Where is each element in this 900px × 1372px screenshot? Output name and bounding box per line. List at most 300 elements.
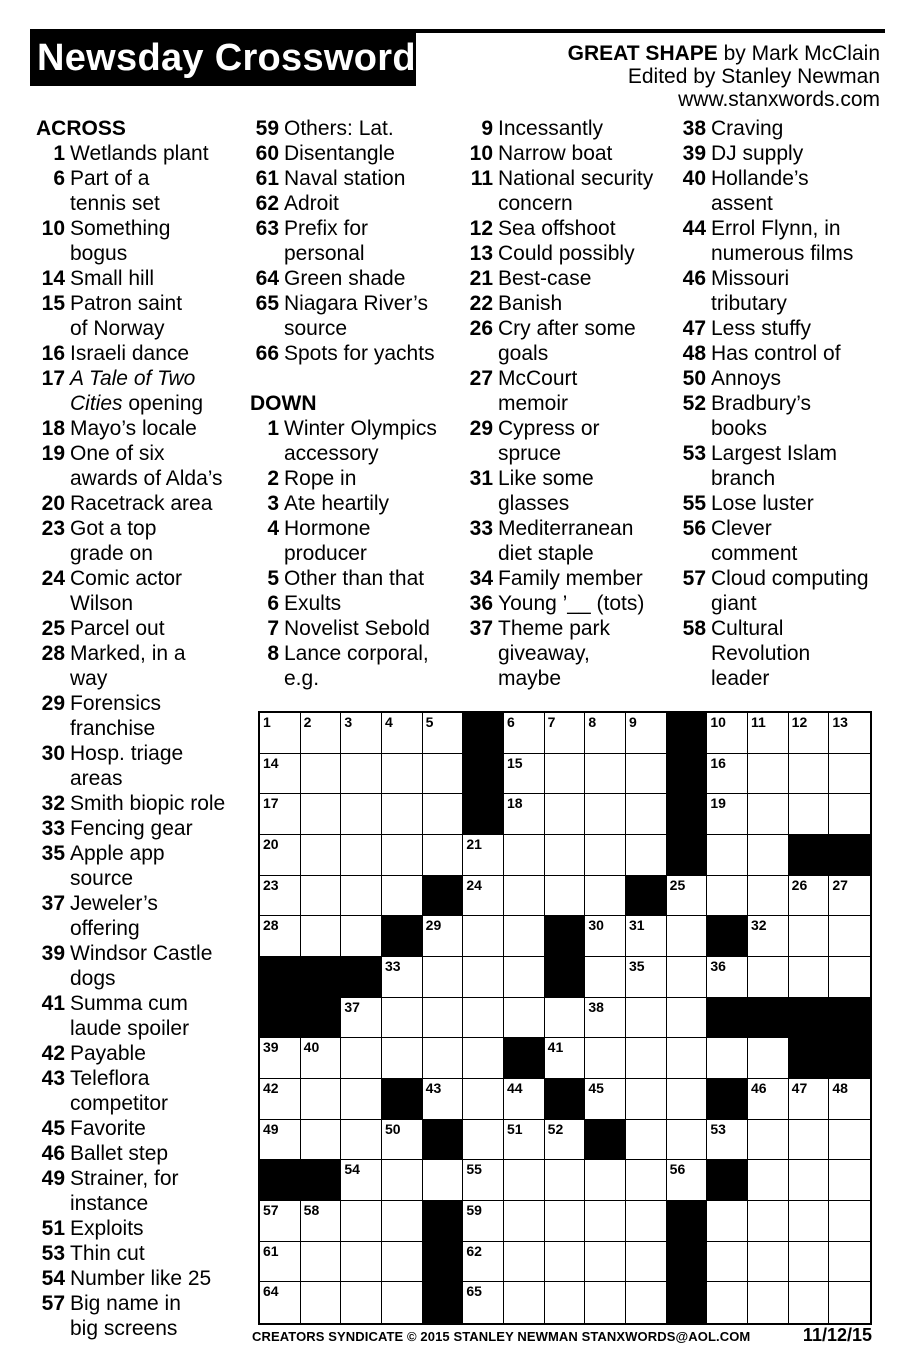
- cell-number: 42: [263, 1080, 279, 1096]
- grid-block: [707, 1160, 748, 1201]
- grid-cell[interactable]: [585, 1038, 626, 1079]
- clue-text: concern: [498, 192, 573, 215]
- grid-cell[interactable]: [341, 1242, 382, 1283]
- grid-cell[interactable]: [789, 1160, 830, 1201]
- grid-cell[interactable]: [301, 916, 342, 957]
- clue-item: [464, 366, 674, 416]
- clue-number: 34: [469, 567, 493, 590]
- grid-cell[interactable]: [829, 876, 870, 917]
- clue-number: 27: [469, 367, 493, 390]
- grid-cell[interactable]: [301, 1038, 342, 1079]
- grid-cell[interactable]: [545, 998, 586, 1039]
- grid-cell[interactable]: [748, 1120, 789, 1161]
- grid-cell[interactable]: [829, 1282, 870, 1323]
- grid-cell[interactable]: [382, 1160, 423, 1201]
- grid-cell[interactable]: [504, 794, 545, 835]
- grid-cell[interactable]: [504, 1282, 545, 1323]
- clue-item: [36, 1141, 246, 1166]
- clue-number: 2: [267, 467, 279, 490]
- grid-cell[interactable]: [382, 998, 423, 1039]
- grid-cell[interactable]: [341, 1160, 382, 1201]
- clue-text: e.g.: [284, 667, 320, 690]
- clue-item: [36, 991, 246, 1041]
- clue-item: [36, 741, 246, 791]
- clue-column-4: [677, 116, 887, 691]
- grid-cell[interactable]: [789, 1120, 830, 1161]
- grid-cell[interactable]: [789, 1242, 830, 1283]
- grid-cell[interactable]: [423, 713, 464, 754]
- clue-text: Annoys: [711, 367, 782, 390]
- grid-cell[interactable]: [382, 1120, 423, 1161]
- grid-cell[interactable]: [748, 1038, 789, 1079]
- clue-number: 15: [41, 292, 65, 315]
- grid-cell[interactable]: [585, 916, 626, 957]
- clue-text: Wetlands plant: [70, 142, 209, 165]
- clue-number: 55: [682, 492, 706, 515]
- grid-cell[interactable]: [626, 1160, 667, 1201]
- grid-cell[interactable]: [707, 957, 748, 998]
- grid-cell[interactable]: [423, 1038, 464, 1079]
- clue-text: Part of a: [70, 167, 150, 190]
- clue-number: 54: [41, 1267, 65, 1290]
- grid-cell[interactable]: [667, 1120, 708, 1161]
- grid-cell[interactable]: [260, 1201, 301, 1242]
- grid-cell[interactable]: [707, 876, 748, 917]
- crossword-grid: [258, 711, 872, 1325]
- cell-number: 37: [344, 998, 360, 1015]
- cell-number: 58: [303, 1202, 320, 1218]
- grid-cell[interactable]: [626, 1282, 667, 1323]
- clue-number: 5: [267, 567, 279, 590]
- clue-number: 8: [267, 642, 279, 665]
- grid-cell[interactable]: [504, 1201, 545, 1242]
- grid-cell[interactable]: [341, 916, 382, 957]
- grid-cell[interactable]: [789, 794, 830, 835]
- grid-cell[interactable]: [789, 876, 830, 917]
- grid-cell[interactable]: [463, 876, 504, 917]
- grid-cell[interactable]: [260, 754, 301, 795]
- grid-cell[interactable]: [382, 957, 423, 998]
- clue-number: 43: [41, 1067, 65, 1090]
- grid-cell[interactable]: [504, 1120, 545, 1161]
- clue-text: Other than that: [284, 567, 425, 590]
- grid-cell[interactable]: [504, 998, 545, 1039]
- clue-item: [677, 141, 887, 166]
- grid-cell[interactable]: [463, 835, 504, 876]
- grid-cell[interactable]: [504, 1079, 545, 1120]
- clue-item: [36, 816, 246, 841]
- clue-text: A Tale of Two: [70, 367, 196, 390]
- grid-cell[interactable]: [504, 713, 545, 754]
- cell-number: 53: [710, 1120, 726, 1137]
- clue-item: [677, 116, 887, 141]
- grid-cell[interactable]: [707, 713, 748, 754]
- grid-cell[interactable]: [626, 835, 667, 876]
- grid-cell[interactable]: [260, 1282, 301, 1323]
- clue-text: numerous films: [711, 242, 854, 265]
- clue-text: comment: [711, 542, 798, 565]
- cell-number: 18: [507, 795, 523, 812]
- clue-item: [677, 341, 887, 366]
- grid-cell[interactable]: [341, 1120, 382, 1161]
- grid-cell[interactable]: [585, 1079, 626, 1120]
- clue-item: [36, 141, 246, 166]
- grid-cell[interactable]: [748, 835, 789, 876]
- grid-cell[interactable]: [301, 754, 342, 795]
- grid-block: [301, 957, 342, 998]
- grid-cell[interactable]: [423, 998, 464, 1039]
- clue-item: [250, 641, 455, 691]
- grid-block: [789, 1038, 830, 1079]
- clue-text: Patron saint: [70, 292, 183, 315]
- grid-cell[interactable]: [260, 835, 301, 876]
- grid-cell[interactable]: [260, 916, 301, 957]
- grid-cell[interactable]: [301, 1282, 342, 1323]
- grid-cell[interactable]: [585, 1160, 626, 1201]
- grid-cell[interactable]: [748, 1160, 789, 1201]
- grid-cell[interactable]: [463, 1120, 504, 1161]
- grid-cell[interactable]: [626, 1120, 667, 1161]
- grid-cell[interactable]: [585, 713, 626, 754]
- grid-cell[interactable]: [707, 1120, 748, 1161]
- grid-cell[interactable]: [585, 1242, 626, 1283]
- grid-cell[interactable]: [341, 835, 382, 876]
- clue-text: Cultural: [711, 617, 784, 640]
- grid-cell[interactable]: [585, 957, 626, 998]
- clue-text: Best-case: [498, 267, 592, 290]
- grid-cell[interactable]: [829, 1120, 870, 1161]
- grid-cell[interactable]: [260, 713, 301, 754]
- grid-cell[interactable]: [423, 835, 464, 876]
- grid-cell[interactable]: [260, 876, 301, 917]
- grid-cell[interactable]: [748, 1282, 789, 1323]
- website-link[interactable]: www.stanxwords.com: [678, 88, 880, 111]
- clue-text: Young ’__ (tots): [498, 592, 645, 615]
- grid-cell[interactable]: [626, 794, 667, 835]
- clue-text: bogus: [70, 242, 128, 265]
- grid-cell[interactable]: [707, 835, 748, 876]
- grid-cell[interactable]: [301, 1242, 342, 1283]
- grid-cell[interactable]: [626, 754, 667, 795]
- clue-number: 53: [682, 442, 706, 465]
- clue-text: Summa cum: [70, 992, 188, 1015]
- grid-cell[interactable]: [829, 1079, 870, 1120]
- grid-cell[interactable]: [545, 754, 586, 795]
- grid-cell[interactable]: [707, 1201, 748, 1242]
- grid-cell[interactable]: [748, 957, 789, 998]
- clue-item: [677, 266, 887, 316]
- grid-cell[interactable]: [545, 1038, 586, 1079]
- grid-block: [545, 957, 586, 998]
- grid-cell[interactable]: [341, 876, 382, 917]
- clue-item: [36, 1166, 246, 1216]
- grid-cell[interactable]: [423, 916, 464, 957]
- grid-cell[interactable]: [829, 754, 870, 795]
- grid-cell[interactable]: [463, 1038, 504, 1079]
- grid-cell[interactable]: [789, 1201, 830, 1242]
- clue-text: Revolution: [711, 642, 811, 665]
- grid-cell[interactable]: [382, 713, 423, 754]
- grid-cell[interactable]: [585, 1282, 626, 1323]
- grid-cell[interactable]: [707, 1038, 748, 1079]
- clue-number: 21: [469, 267, 493, 290]
- cell-number: 24: [466, 876, 482, 893]
- clue-text: Thin cut: [70, 1242, 145, 1265]
- grid-cell[interactable]: [463, 998, 504, 1039]
- grid-block: [707, 1079, 748, 1120]
- clue-text: maybe: [498, 667, 562, 690]
- grid-cell[interactable]: [626, 713, 667, 754]
- grid-cell[interactable]: [707, 794, 748, 835]
- grid-block: [463, 713, 504, 754]
- clue-item: [250, 216, 455, 266]
- grid-cell[interactable]: [260, 1120, 301, 1161]
- clue-text: spruce: [498, 442, 562, 465]
- grid-cell[interactable]: [382, 876, 423, 917]
- grid-cell[interactable]: [463, 1079, 504, 1120]
- cell-number: 57: [263, 1202, 279, 1218]
- grid-cell[interactable]: [463, 957, 504, 998]
- grid-cell[interactable]: [382, 754, 423, 795]
- grid-cell[interactable]: [463, 1242, 504, 1283]
- puzzle-title: GREAT SHAPE: [567, 42, 718, 65]
- clue-text: Ate heartily: [284, 492, 390, 515]
- grid-cell[interactable]: [748, 1079, 789, 1120]
- grid-cell[interactable]: [260, 1079, 301, 1120]
- clue-item: [36, 791, 246, 816]
- grid-cell[interactable]: [463, 1201, 504, 1242]
- grid-block: [301, 998, 342, 1039]
- grid-cell[interactable]: [341, 754, 382, 795]
- grid-cell[interactable]: [545, 1282, 586, 1323]
- grid-cell[interactable]: [504, 876, 545, 917]
- grid-cell[interactable]: [504, 916, 545, 957]
- grid-cell[interactable]: [626, 1242, 667, 1283]
- grid-cell[interactable]: [382, 794, 423, 835]
- clue-text: Hormone: [284, 517, 371, 540]
- clue-text: Mayo’s locale: [70, 417, 197, 440]
- grid-cell[interactable]: [463, 916, 504, 957]
- grid-cell[interactable]: [301, 1201, 342, 1242]
- clue-text: Niagara River’s: [284, 292, 428, 315]
- grid-cell[interactable]: [789, 1079, 830, 1120]
- grid-cell[interactable]: [504, 835, 545, 876]
- grid-cell[interactable]: [707, 1242, 748, 1283]
- grid-cell[interactable]: [789, 1282, 830, 1323]
- cell-number: 43: [425, 1080, 442, 1096]
- grid-cell[interactable]: [545, 1160, 586, 1201]
- clue-text: Teleflora: [70, 1067, 150, 1090]
- grid-cell[interactable]: [789, 957, 830, 998]
- grid-cell[interactable]: [829, 1160, 870, 1201]
- grid-cell[interactable]: [626, 916, 667, 957]
- cell-number: 25: [669, 876, 686, 893]
- clue-text: Largest Islam: [711, 442, 838, 465]
- clue-text: DJ supply: [711, 142, 804, 165]
- clue-item: [677, 516, 887, 566]
- clue-text: big screens: [70, 1317, 178, 1340]
- grid-cell[interactable]: [545, 713, 586, 754]
- clue-number: 29: [41, 692, 65, 715]
- grid-cell[interactable]: [667, 957, 708, 998]
- clue-number: 59: [255, 117, 279, 140]
- grid-block: [707, 998, 748, 1039]
- grid-cell[interactable]: [829, 1201, 870, 1242]
- grid-cell[interactable]: [748, 794, 789, 835]
- grid-cell[interactable]: [829, 1242, 870, 1283]
- grid-cell[interactable]: [748, 713, 789, 754]
- grid-cell[interactable]: [382, 1038, 423, 1079]
- clue-item: [36, 1216, 246, 1241]
- grid-cell[interactable]: [667, 1079, 708, 1120]
- grid-cell[interactable]: [748, 876, 789, 917]
- clue-number: 51: [41, 1217, 65, 1240]
- grid-cell[interactable]: [545, 1120, 586, 1161]
- clue-number: 9: [481, 117, 493, 140]
- grid-cell[interactable]: [545, 794, 586, 835]
- clue-item: [36, 1241, 246, 1266]
- grid-cell[interactable]: [423, 794, 464, 835]
- grid-cell[interactable]: [667, 916, 708, 957]
- grid-cell[interactable]: [545, 1242, 586, 1283]
- grid-cell[interactable]: [301, 713, 342, 754]
- clue-item: [464, 266, 674, 291]
- clue-text: diet staple: [498, 542, 594, 565]
- clue-number: 40: [682, 167, 706, 190]
- grid-cell[interactable]: [789, 713, 830, 754]
- grid-cell[interactable]: [829, 957, 870, 998]
- clue-item: [250, 491, 455, 516]
- grid-cell[interactable]: [260, 1038, 301, 1079]
- clue-text: Bradbury’s: [711, 392, 811, 415]
- grid-cell[interactable]: [585, 998, 626, 1039]
- grid-cell[interactable]: [667, 1038, 708, 1079]
- grid-cell[interactable]: [829, 794, 870, 835]
- grid-cell[interactable]: [626, 1201, 667, 1242]
- grid-cell[interactable]: [341, 1038, 382, 1079]
- cell-number: 65: [466, 1283, 482, 1300]
- grid-cell[interactable]: [341, 794, 382, 835]
- grid-cell[interactable]: [463, 1160, 504, 1201]
- grid-cell[interactable]: [423, 1079, 464, 1120]
- grid-cell[interactable]: [341, 1079, 382, 1120]
- grid-cell[interactable]: [382, 1242, 423, 1283]
- clue-number: 58: [682, 617, 706, 640]
- grid-cell[interactable]: [463, 1282, 504, 1323]
- clue-text: Narrow boat: [498, 142, 613, 165]
- grid-cell[interactable]: [585, 876, 626, 917]
- clue-text: personal: [284, 242, 365, 265]
- grid-cell[interactable]: [341, 1201, 382, 1242]
- grid-cell[interactable]: [301, 876, 342, 917]
- grid-cell[interactable]: [748, 1242, 789, 1283]
- grid-cell[interactable]: [829, 713, 870, 754]
- clue-number: 57: [682, 567, 706, 590]
- clue-number: 49: [41, 1167, 65, 1190]
- grid-cell[interactable]: [504, 1242, 545, 1283]
- grid-cell[interactable]: [626, 957, 667, 998]
- cell-number: 10: [710, 714, 726, 730]
- grid-cell[interactable]: [667, 876, 708, 917]
- grid-cell[interactable]: [504, 1160, 545, 1201]
- grid-cell[interactable]: [585, 794, 626, 835]
- clue-text: competitor: [70, 1092, 169, 1115]
- grid-cell[interactable]: [707, 1282, 748, 1323]
- grid-cell[interactable]: [585, 1201, 626, 1242]
- grid-cell[interactable]: [585, 835, 626, 876]
- grid-cell[interactable]: [423, 1160, 464, 1201]
- grid-cell[interactable]: [423, 754, 464, 795]
- clue-item: [464, 216, 674, 241]
- clue-item: [677, 316, 887, 341]
- grid-cell[interactable]: [545, 835, 586, 876]
- clue-number: 63: [255, 217, 279, 240]
- grid-cell[interactable]: [585, 754, 626, 795]
- cell-number: 11: [751, 714, 766, 730]
- clue-text: glasses: [498, 492, 570, 515]
- clue-item: [677, 366, 887, 391]
- cell-number: 48: [832, 1080, 848, 1096]
- grid-cell[interactable]: [626, 1079, 667, 1120]
- grid-cell[interactable]: [789, 754, 830, 795]
- grid-cell[interactable]: [301, 1120, 342, 1161]
- grid-cell[interactable]: [301, 1079, 342, 1120]
- clue-item: [36, 691, 246, 741]
- grid-cell[interactable]: [789, 916, 830, 957]
- clue-number: 3: [267, 492, 279, 515]
- grid-cell[interactable]: [260, 1242, 301, 1283]
- clue-number: 10: [469, 142, 493, 165]
- cell-number: 21: [466, 836, 482, 852]
- grid-cell[interactable]: [301, 835, 342, 876]
- clue-number: 62: [255, 192, 279, 215]
- grid-cell[interactable]: [341, 998, 382, 1039]
- clue-text: Theme park: [498, 617, 611, 640]
- grid-cell[interactable]: [382, 1282, 423, 1323]
- grid-cell[interactable]: [382, 835, 423, 876]
- grid-cell[interactable]: [341, 713, 382, 754]
- grid-cell[interactable]: [748, 754, 789, 795]
- clue-number: 35: [41, 842, 65, 865]
- cell-number: 15: [507, 754, 523, 771]
- grid-cell[interactable]: [748, 916, 789, 957]
- grid-cell[interactable]: [504, 754, 545, 795]
- grid-cell[interactable]: [545, 876, 586, 917]
- grid-cell[interactable]: [341, 1282, 382, 1323]
- grid-cell[interactable]: [707, 754, 748, 795]
- clue-item: [250, 466, 455, 491]
- grid-cell[interactable]: [829, 916, 870, 957]
- grid-cell[interactable]: [667, 998, 708, 1039]
- grid-cell[interactable]: [301, 794, 342, 835]
- grid-cell[interactable]: [382, 1201, 423, 1242]
- grid-cell[interactable]: [667, 1160, 708, 1201]
- grid-block: [423, 876, 464, 917]
- grid-cell[interactable]: [423, 957, 464, 998]
- clue-number: 7: [267, 617, 279, 640]
- grid-block: [626, 876, 667, 917]
- grid-cell[interactable]: [260, 794, 301, 835]
- grid-cell[interactable]: [626, 998, 667, 1039]
- clue-text: Small hill: [70, 267, 155, 290]
- clue-number: 16: [41, 342, 65, 365]
- grid-cell[interactable]: [504, 957, 545, 998]
- grid-cell[interactable]: [748, 1201, 789, 1242]
- grid-cell[interactable]: [545, 1201, 586, 1242]
- grid-cell[interactable]: [626, 1038, 667, 1079]
- cell-number: 30: [588, 917, 604, 934]
- across-heading: ACROSS: [36, 117, 126, 140]
